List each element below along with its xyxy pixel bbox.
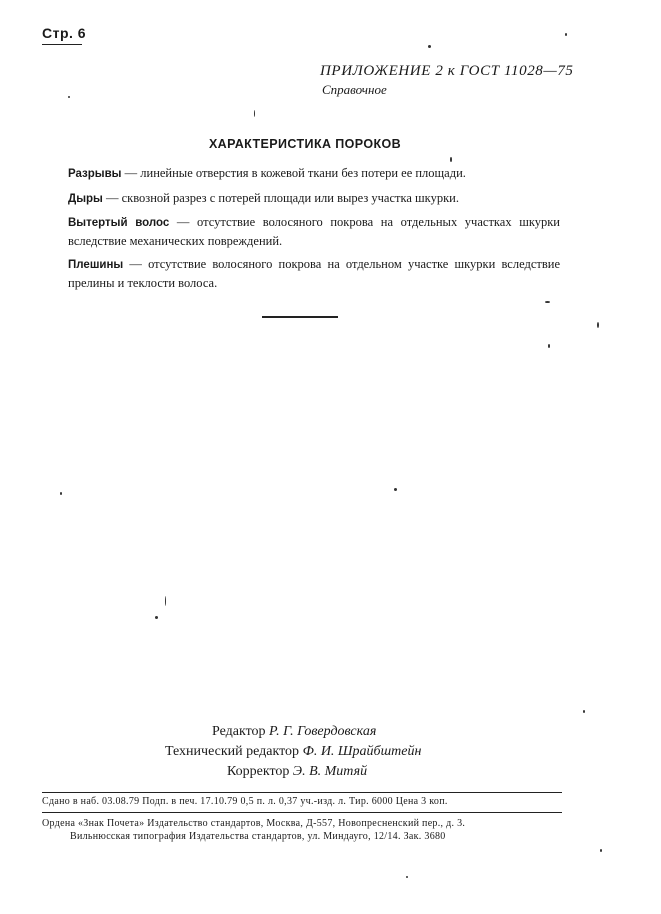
print-info: Сдано в наб. 03.08.79 Подп. в печ. 17.10.79 0,5 п. л. 0,37 уч.-изд. л. Тир. 6000 Цена 3 коп. xyxy=(42,796,448,807)
appendix-title: ПРИЛОЖЕНИЕ 2 к ГОСТ 11028—75 xyxy=(320,63,574,79)
scan-speck xyxy=(600,849,602,852)
scan-speck xyxy=(155,616,158,619)
definition-term: Плешины xyxy=(68,259,124,271)
editor-line xyxy=(160,722,460,742)
scan-speck xyxy=(450,157,452,162)
proofreader-line xyxy=(160,762,460,782)
scan-speck xyxy=(165,596,166,606)
appendix-type: Справочное xyxy=(322,82,387,97)
definition-text: — линейные отверстия в кожевой ткани без потери ее площади. xyxy=(121,166,466,180)
printer-line: Вильнюсская типография Издательства стандартов, ул. Миндауго, 12/14. Зак. 3680 xyxy=(70,831,446,842)
definition-item xyxy=(68,190,560,209)
section-divider xyxy=(262,316,338,318)
publisher-line: Ордена «Знак Почета» Издательство стандартов, Москва, Д-557, Новопресненский пер., д. 3. xyxy=(42,818,466,829)
definition-item xyxy=(68,165,560,184)
tech-editor-label: Технический редактор xyxy=(165,744,300,759)
scan-speck xyxy=(394,488,397,491)
definition-term: Дыры xyxy=(68,192,103,205)
scan-speck xyxy=(583,710,585,713)
tech-editor-line xyxy=(160,742,460,762)
scan-speck xyxy=(545,301,550,303)
tech-editor-name: Ф. И. Шрайбштейн xyxy=(302,744,422,759)
editor-name: Р. Г. Говердовская xyxy=(269,724,377,739)
scan-speck xyxy=(565,33,567,36)
definition-term: Разрывы xyxy=(68,168,122,180)
page-number-underline xyxy=(42,44,82,45)
scan-speck xyxy=(60,492,62,495)
credits-block xyxy=(160,722,460,782)
definition-item xyxy=(68,256,560,292)
page-number: Стр. 6 xyxy=(42,25,87,41)
scan-speck xyxy=(428,45,431,48)
imprint-top-rule xyxy=(42,792,562,793)
definitions-list xyxy=(68,165,560,298)
section-title: ХАРАКТЕРИСТИКА ПОРОКОВ xyxy=(208,137,402,151)
definition-term: Вытертый волос xyxy=(68,217,170,229)
scan-speck xyxy=(406,876,408,878)
definition-text: — отсутствие волосяного покрова на отдельных участках шкурки вследствие механических повреждений. xyxy=(68,215,560,248)
definition-text: — сквозной разрез с потерей площади или вырез участка шкурки. xyxy=(102,190,459,205)
proofreader-name: Э. В. Митяй xyxy=(292,764,368,779)
proofreader-label: Корректор xyxy=(227,764,290,779)
definition-item xyxy=(68,214,560,250)
definition-text: — отсутствие волосяного покрова на отдельном участке шкурки вследствие прелины и теклости волоса. xyxy=(68,257,560,290)
imprint-middle-rule xyxy=(42,812,562,813)
editor-label: Редактор xyxy=(212,724,266,739)
scan-speck xyxy=(548,344,550,348)
publisher-info xyxy=(42,817,562,843)
scan-speck xyxy=(68,96,70,98)
scan-speck xyxy=(597,322,599,328)
scan-speck xyxy=(254,110,255,117)
